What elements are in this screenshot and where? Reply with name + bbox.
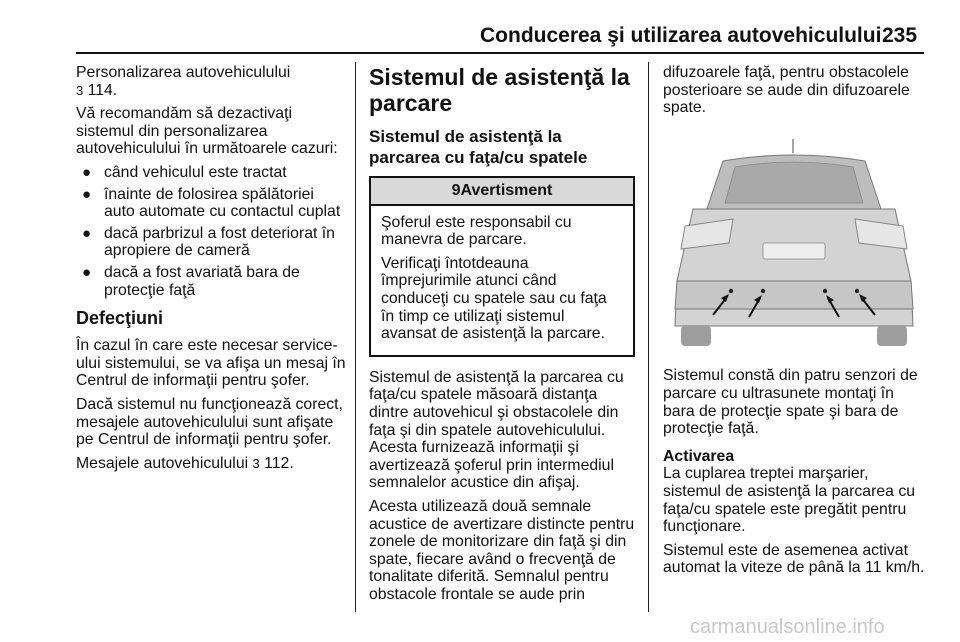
recommend-paragraph: Vă recomandăm să dezactivaţi sistemul din personalizarea autovehiculului în următoarele cazuri: [76,105,338,158]
warning-body [371,206,633,355]
page-header-title: Conducerea şi utilizarea autovehiculului [480,24,882,47]
intro-text: Personalizarea autovehiculului [76,64,291,81]
header-rule [76,52,924,54]
list-item [76,164,348,182]
faults-paragraph-2: Dacă sistemul nu funcţionează corect, mesajele autovehiculului sunt afişate pe Centrul de informaţii pentru şofer. [76,395,343,449]
bullet-icon: ● [82,263,92,281]
sensors-paragraph: Sistemul constă din patru senzori de parcare cu ultrasunete montaţi în bara de protecţie spate şi bara de protecţie faţă. [663,367,918,438]
bullet-icon: ● [82,163,92,181]
description-paragraph-1: Sistemul de asistenţă la parcarea cu faţa/cu spatele măsoară distanţa dintre autovehicul şi obstacolele din faţa şi din spatele autovehiculului. Acesta furnizează informaţii şi avertizează şoferul prin intermediul semnalelor acustice din afişaj. [369,368,624,492]
column-right [663,64,925,583]
list-item [76,186,348,221]
intro-paragraph [76,64,348,99]
list-item-text: dacă a fost avariată bara de protecţie faţă [104,263,300,299]
warning-paragraph-2: Verificaţi întotdeauna împrejurimile atunci când conduceţi cu spatele sau cu faţa în timp ce utilizaţi sistemul avansat de asistenţă la parcare. [381,254,607,343]
bullet-icon: ● [82,185,92,203]
faults-paragraph-3 [76,455,348,473]
intro-page-ref[interactable]: 114. [87,81,118,99]
warning-paragraph-1: Şoferul este responsabil cu manevra de parcare. [381,213,572,249]
warning-title: Avertisment [460,182,553,199]
bullet-icon: ● [82,224,92,242]
activation-paragraph-2: Sistemul este de asemenea activat automat la viteze de până la 11 km/h. [663,541,925,577]
list-item-text: când vehiculul este tractat [104,163,287,181]
description-paragraph-2: Acesta utilizează două semnale acustice de avertizare distincte pentru zonele de monitorizare din faţă şi din spate, fiecare având o frecvenţă de tonalitate diferită. Semnalul pentru obstacole frontale se aude prin [369,497,635,603]
reference-arrow-icon: 3 [252,455,260,471]
page-number: 235 [882,24,918,47]
activation-heading: Activarea [663,447,735,465]
subsection-heading: Sistemul de asistenţă la parcarea cu faţa/cu spatele [369,127,588,167]
column-middle [369,64,635,609]
section-heading: Sistemul de asistenţă la parcare [369,64,630,116]
column-divider-right [648,62,649,612]
activation-paragraph-1: La cuplarea treptei marşarier, sistemul de asistenţă la parcarea cu faţa/cu spatele este pregătit pentru funcţionare. [663,465,916,536]
warning-icon: 9 [451,182,461,199]
list-item-text: dacă parbrizul a fost deteriorat în apropiere de cameră [104,224,335,260]
watermark: carmanualsonline.info [690,616,885,638]
warning-box [369,176,635,357]
column-divider-left [355,62,356,612]
faults-paragraph-1: În cazul în care este necesar service-ului sistemului, se va afişa un mesaj în Centrul de informaţii pentru şofer. [76,337,346,390]
warning-header [371,178,633,206]
car-rear-sensors-illustration [663,131,925,353]
disable-cases-list [76,164,348,299]
list-item-text: înainte de folosirea spălătoriei auto automate cu contactul cuplat [104,185,341,221]
list-item [76,264,348,299]
faults-ref-text: Mesajele autovehiculului [76,454,249,472]
reference-arrow-icon: 3 [76,82,84,98]
faults-page-ref[interactable]: 112. [264,454,294,472]
list-item [76,225,348,260]
column-left [76,64,348,478]
faults-heading: Defecţiuni [76,308,164,329]
continued-paragraph: difuzoarele faţă, pentru obstacolele posterioare se aude din difuzoarele spate. [663,64,910,117]
